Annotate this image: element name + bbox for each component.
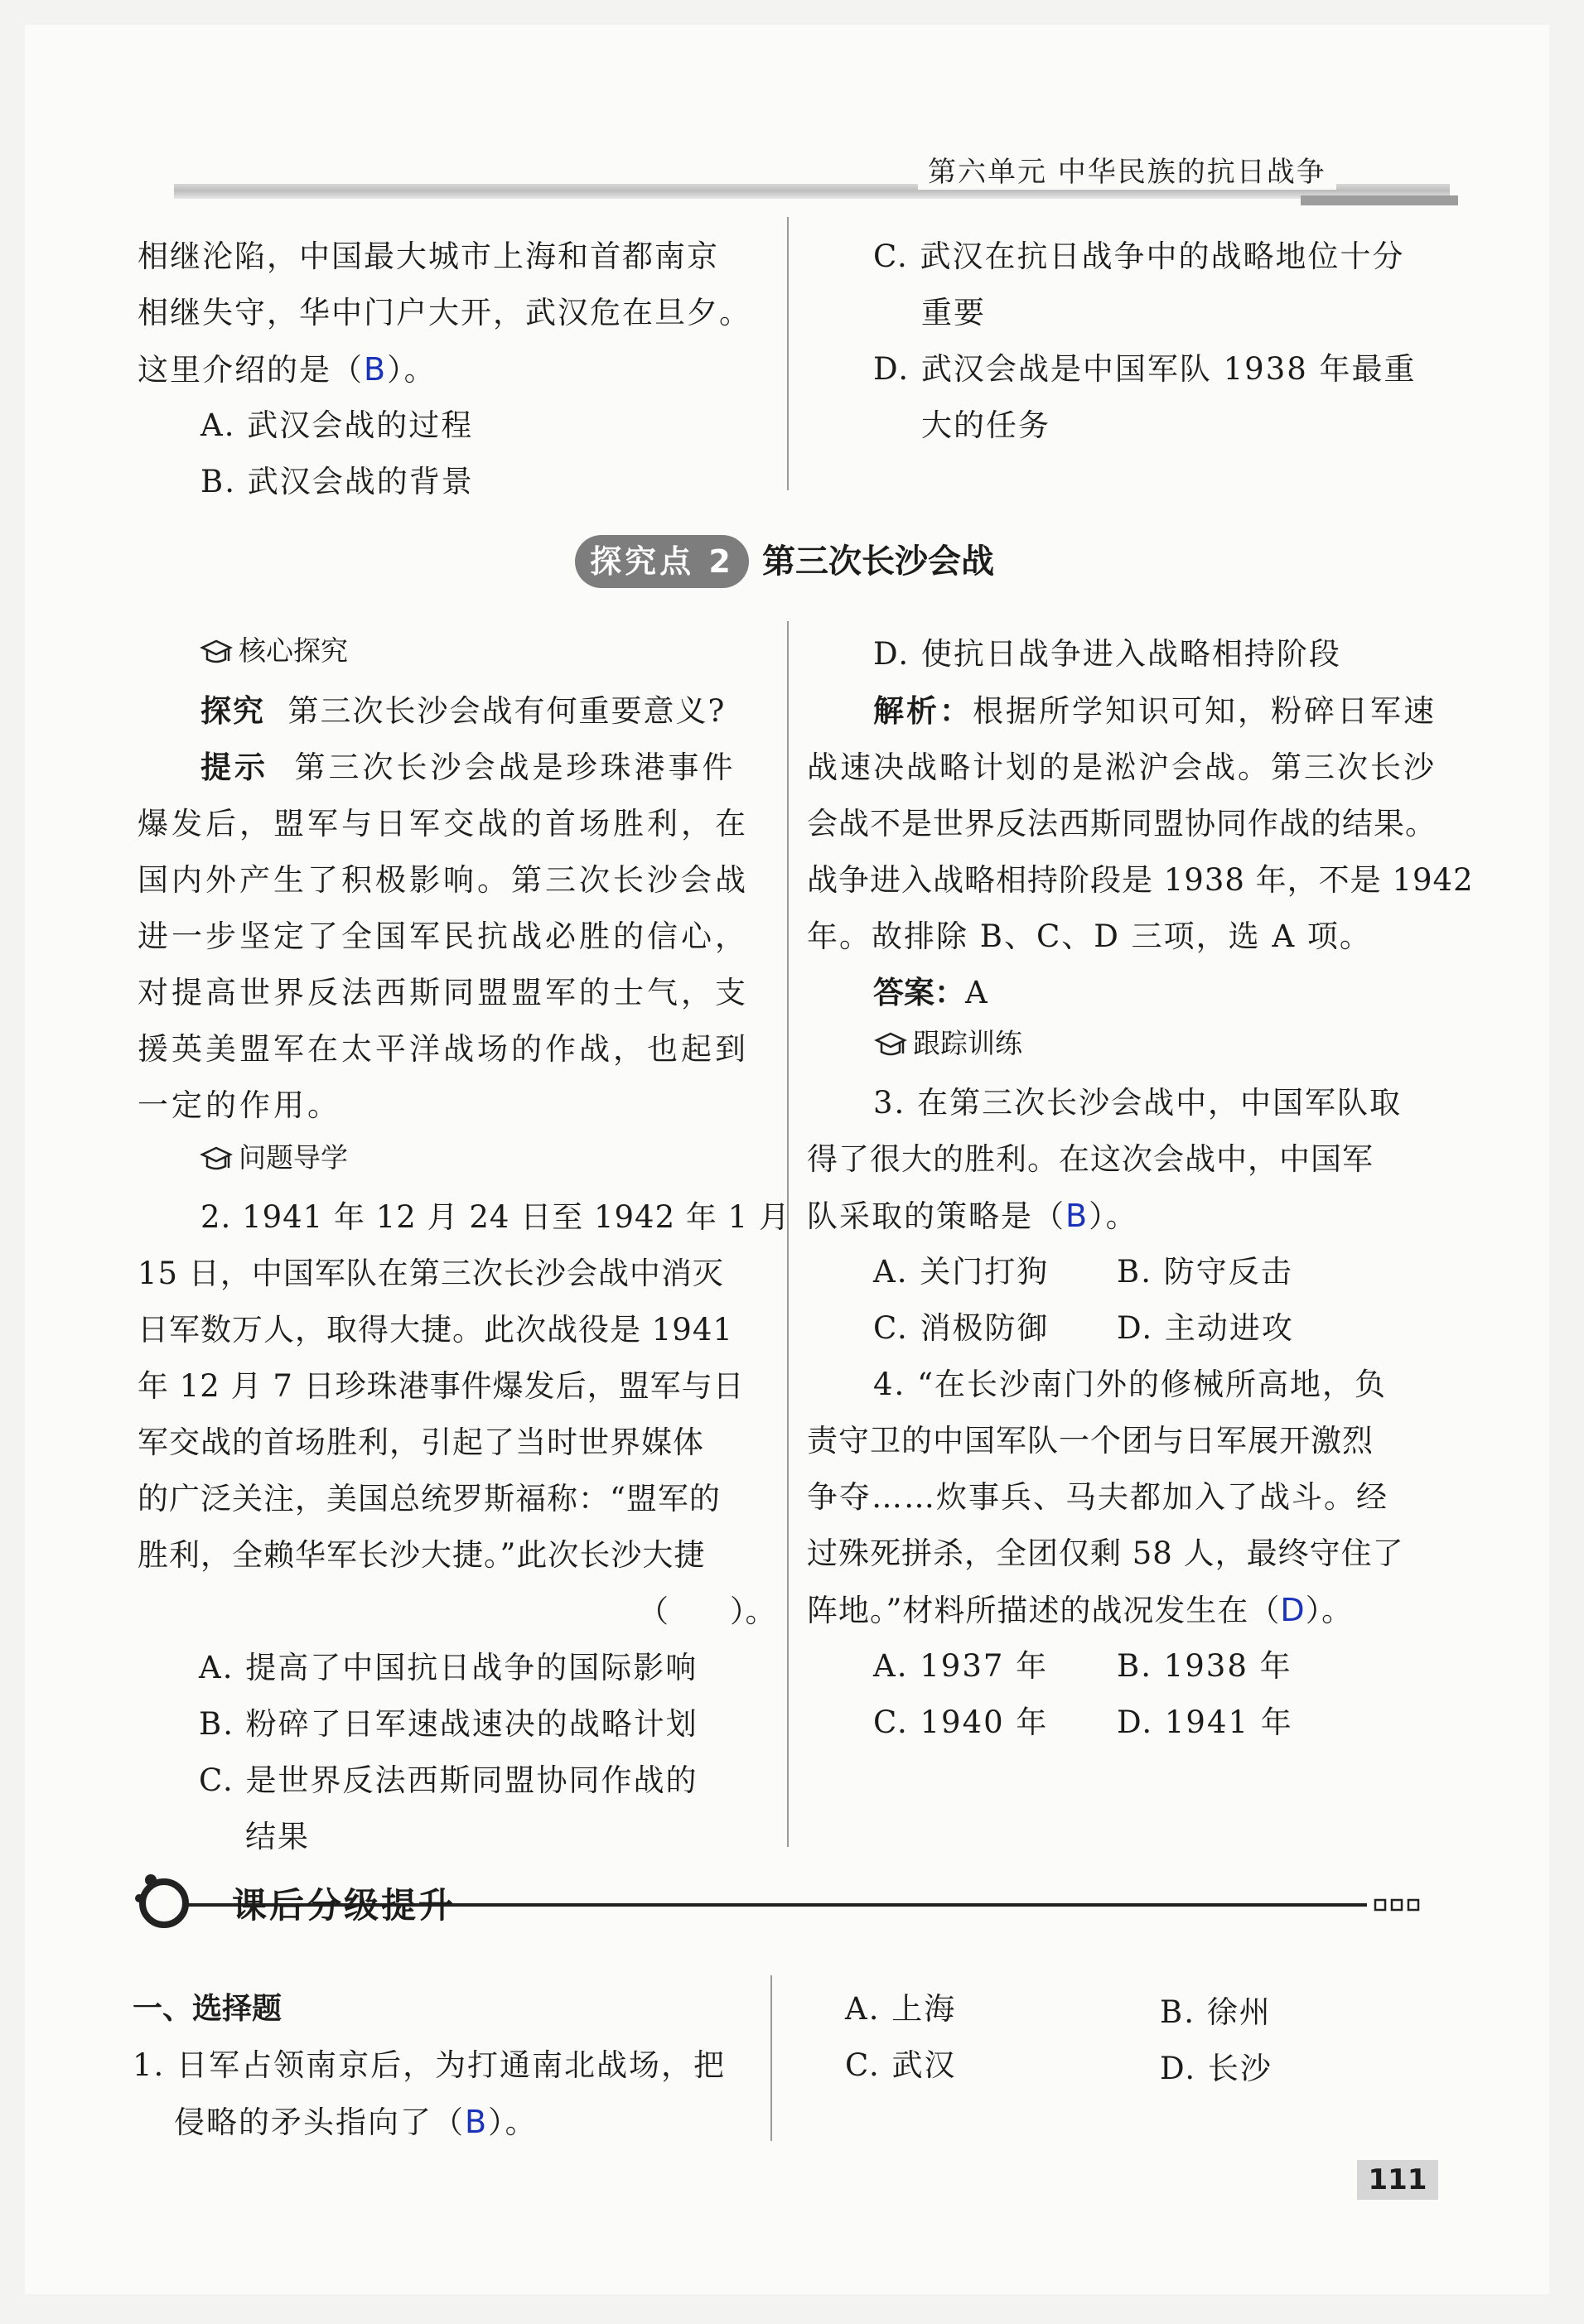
top-left-line-1: 相继沦陷，中国最大城市上海和首都南京 (138, 239, 719, 274)
option-c-line-2: 重要 (921, 295, 986, 330)
unit-title: 第六单元 中华民族的抗日战争 (918, 149, 1336, 190)
header-rule-accent (1301, 195, 1458, 205)
analysis-line-5: 年。故排除 B、C、D 三项，选 A 项。 (807, 919, 1372, 954)
hint-line-6: 援英美盟军在太平洋战场的作战，也起到 (138, 1031, 749, 1067)
core-heading-text: 核心探究 (239, 634, 348, 667)
q3-prompt: 队采取的策略是（ (807, 1198, 1065, 1234)
core-heading (199, 626, 348, 676)
hint-line-7: 一定的作用。 (138, 1087, 341, 1123)
option-d-line-2: 大的任务 (921, 407, 1050, 443)
track-heading-text: 跟踪训练 (913, 1027, 1022, 1059)
section-badge: 探究点 2 (575, 535, 749, 588)
q4-option-d: D. 1941 年 (1117, 1704, 1293, 1740)
q4-option-b: B. 1938 年 (1117, 1648, 1292, 1684)
q1-option-a: A. 上海 (845, 1991, 957, 2027)
answer-line (873, 965, 988, 1021)
q2-option-d: D. 使抗日战争进入战略相持阶段 (873, 636, 1341, 672)
hint-line-4: 进一步坚定了全国军民抗战必胜的信心， (138, 919, 749, 954)
analysis-line-1 (873, 683, 1437, 740)
q3-line-2: 得了很大的胜利。在这次会战中，中国军 (807, 1141, 1374, 1177)
q3-close: ）。 (1089, 1198, 1138, 1234)
question-prompt-text: 这里介绍的是（ (138, 352, 364, 388)
inquiry-text: 第三次长沙会战有何重要意义? (287, 693, 727, 729)
analysis-text-1: 根据所学知识可知，粉碎日军速 (973, 693, 1437, 729)
q4-line-5 (807, 1582, 1353, 1639)
q3-line-3 (807, 1188, 1138, 1245)
q1-line-2 (174, 2094, 538, 2151)
track-heading (873, 1019, 1022, 1068)
answer-mark: D (1280, 1592, 1306, 1628)
q2-line-6: 的广泛关注，美国总统罗斯福称：“盟军的 (138, 1481, 721, 1516)
analysis-line-2: 战速决战略计划的是淞沪会战。第三次长沙 (807, 750, 1437, 785)
q1-option-b: B. 徐州 (1160, 1994, 1272, 2030)
q4-line-2: 责守卫的中国军队一个团与日军展开激烈 (807, 1423, 1374, 1459)
hint-line-5: 对提高世界反法西斯同盟盟军的士气，支 (138, 975, 749, 1010)
q4-line-3: 争夺……炊事兵、马夫都加入了战斗。经 (807, 1479, 1388, 1515)
option-b: B. 武汉会战的背景 (200, 464, 474, 499)
hint-line-2: 爆发后，盟军与日军交战的首场胜利，在 (138, 806, 749, 841)
page-number: 111 (1357, 2160, 1438, 2200)
q4-option-a: A. 1937 年 (873, 1648, 1049, 1684)
inquiry-label: 探究 (200, 693, 265, 729)
q2-option-c-line-2: 结果 (245, 1819, 310, 1854)
after-class-title: 课后分级提升 (232, 1885, 456, 1926)
question-prompt-close: ）。 (387, 352, 437, 388)
option-d-line-1: D. 武汉会战是中国军队 1938 年最重 (873, 351, 1417, 387)
option-a: A. 武汉会战的过程 (200, 407, 474, 443)
graduation-cap-icon (199, 636, 234, 669)
hint-text-1: 第三次长沙会战是珍珠港事件 (294, 750, 736, 785)
q4-prompt: 阵地。”材料所描述的战况发生在（ (807, 1593, 1281, 1628)
hint-label: 提示 (200, 750, 268, 785)
answer-label: 答案： (873, 975, 965, 1010)
graduation-cap-icon (873, 1029, 908, 1062)
q3-option-d: D. 主动进攻 (1117, 1310, 1294, 1346)
q1-line-1: 1. 日军占领南京后，为打通南北战场，把 (133, 2047, 727, 2083)
hint-line-3: 国内外产生了积极影响。第三次长沙会战 (138, 862, 749, 898)
q2-line-2: 15 日，中国军队在第三次长沙会战中消灭 (138, 1256, 724, 1291)
q3-option-c: C. 消极防御 (873, 1310, 1050, 1346)
q3-line-1: 3. 在第三次长沙会战中，中国军队取 (873, 1085, 1403, 1121)
q2-option-a: A. 提高了中国抗日战争的国际影响 (199, 1650, 698, 1685)
question-prompt (138, 341, 437, 398)
q2-line-4: 年 12 月 7 日珍珠港事件爆发后，盟军与日 (138, 1368, 745, 1404)
q1-option-d: D. 长沙 (1160, 2051, 1273, 2086)
q4-close: ）。 (1305, 1593, 1354, 1628)
q4-line-4: 过殊死拼杀，全团仅剩 58 人，最终守住了 (807, 1536, 1404, 1571)
analysis-label: 解析： (873, 693, 973, 729)
q2-line-7: 胜利，全赖华军长沙大捷。”此次长沙大捷 (138, 1537, 706, 1573)
q1-close: ）。 (488, 2105, 538, 2140)
q1-option-c: C. 武汉 (845, 2047, 957, 2083)
q4-line-1: 4. “在长沙南门外的修械所高地，负 (873, 1367, 1387, 1402)
guide-heading-text: 问题导学 (239, 1141, 348, 1174)
analysis-line-3: 会战不是世界反法西斯同盟协同作战的结果。 (807, 806, 1437, 841)
q2-option-c-line-1: C. 是世界反法西斯同盟协同作战的 (199, 1762, 698, 1798)
answer-value: A (965, 975, 988, 1010)
q2-blank: （ ）。 (638, 1594, 776, 1629)
answer-mark: B (364, 351, 388, 388)
q2-line-1: 2. 1941 年 12 月 24 日至 1942 年 1 月 (200, 1199, 790, 1235)
q3-option-b: B. 防守反击 (1117, 1254, 1293, 1290)
q2-line-3: 日军数万人，取得大捷。此次战役是 1941 (138, 1312, 733, 1348)
graduation-cap-icon (199, 1143, 234, 1176)
q4-option-c: C. 1940 年 (873, 1704, 1049, 1740)
answer-mark: B (465, 2104, 489, 2140)
q2-option-b: B. 粉碎了日军速战速决的战略计划 (199, 1706, 698, 1742)
hint-line-1 (200, 740, 736, 796)
option-c-line-1: C. 武汉在抗日战争中的战略地位十分 (873, 239, 1405, 274)
analysis-line-4: 战争进入战略相持阶段是 1938 年，不是 1942 (807, 862, 1474, 898)
choice-section-heading: 一、选择题 (133, 1992, 283, 2026)
section-title: 第三次长沙会战 (762, 542, 994, 581)
guide-heading (199, 1133, 348, 1183)
q2-line-5: 军交战的首场胜利，引起了当时世界媒体 (138, 1425, 704, 1460)
top-left-line-2: 相继失守，华中门户大开，武汉危在旦夕。 (138, 295, 751, 330)
column-divider-bottom (770, 1975, 772, 2141)
column-divider-top (787, 217, 789, 490)
inquiry-line (200, 683, 726, 740)
q3-option-a: A. 关门打狗 (873, 1254, 1050, 1290)
q1-prompt: 侵略的矛头指向了（ (174, 2105, 465, 2140)
answer-mark: B (1065, 1198, 1089, 1234)
page (25, 25, 1549, 2294)
